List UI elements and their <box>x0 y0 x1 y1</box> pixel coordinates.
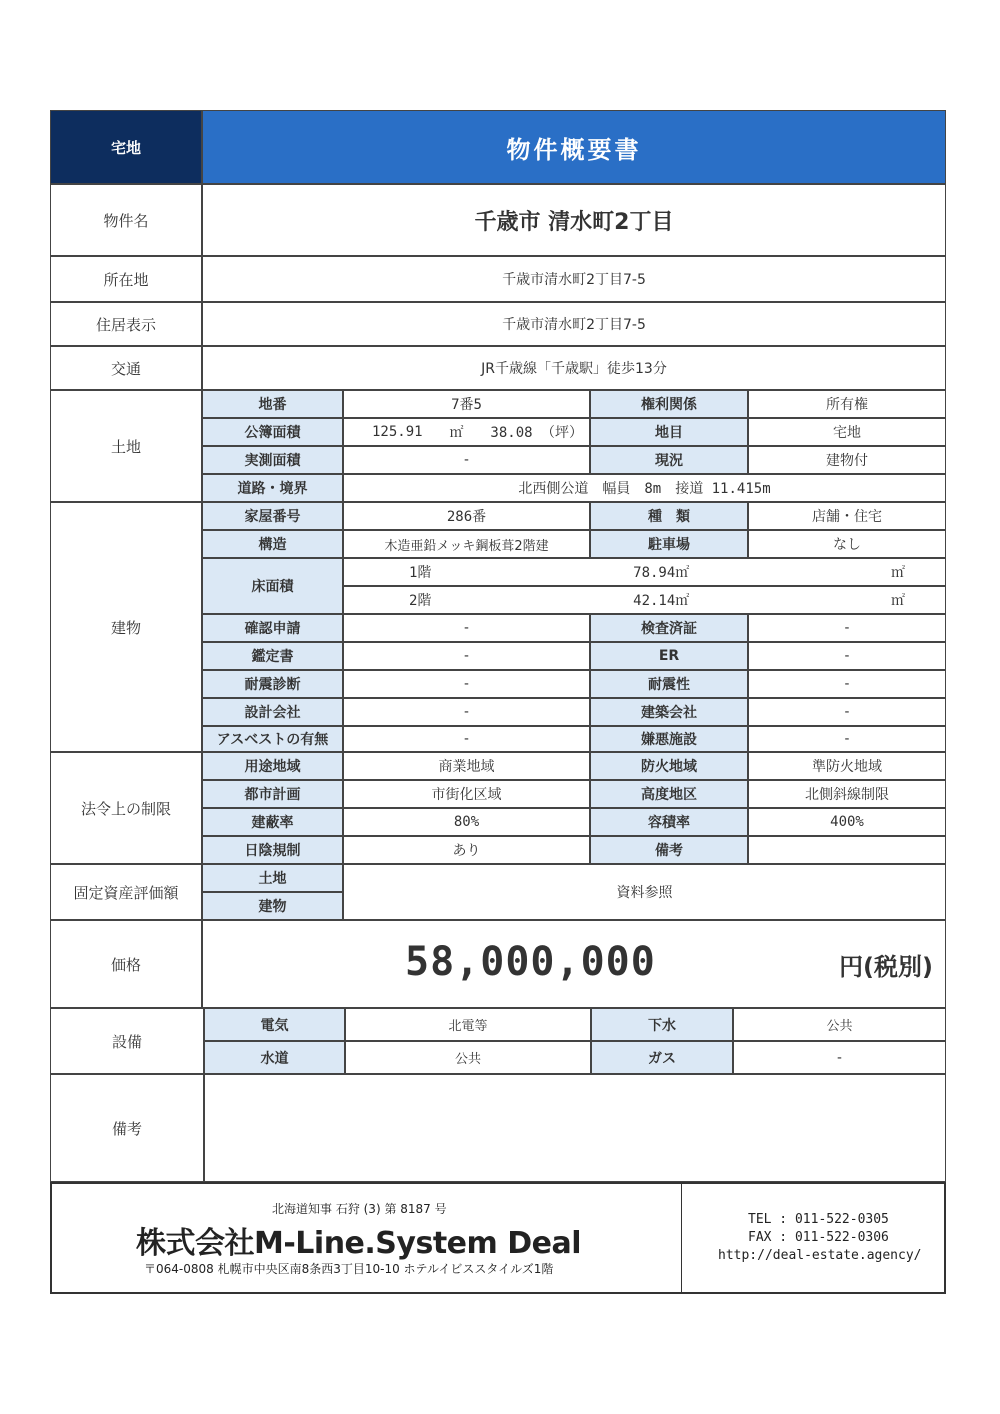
nuisance-value: - <box>748 726 946 752</box>
registered-area-unit: ㎡ <box>449 425 464 441</box>
building-type-value: 店舗・住宅 <box>748 502 946 530</box>
regulations-note-label: 備考 <box>590 836 748 864</box>
floor1-area: 78.94㎡ <box>633 565 690 581</box>
structure-value: 木造亜鉛メッキ鋼板葺2階建 <box>343 530 590 558</box>
height-district-label: 高度地区 <box>590 780 748 808</box>
builder-value: - <box>748 698 946 726</box>
coverage-label: 建蔽率 <box>202 808 343 836</box>
floor-area-label: 床面積 <box>202 558 343 614</box>
city-plan-value: 市街化区域 <box>343 780 590 808</box>
assessment-value: 資料参照 <box>343 864 946 920</box>
far-label: 容積率 <box>590 808 748 836</box>
price-label: 価格 <box>50 920 202 1008</box>
er-value: - <box>748 642 946 670</box>
building-section-label: 建物 <box>50 502 202 752</box>
fire-zone-value: 準防火地域 <box>748 752 946 780</box>
floor1-row <box>343 558 946 586</box>
road-value: 北西側公道 幅員 8m 接道 11.415m <box>343 474 946 502</box>
sewer-value: 公共 <box>733 1008 946 1041</box>
document-title: 物件概要書 <box>202 110 946 184</box>
house-no-value: 286番 <box>343 502 590 530</box>
category-label: 宅地 <box>50 110 202 184</box>
seismic-diag-label: 耐震診断 <box>202 670 343 698</box>
designer-value: - <box>343 698 590 726</box>
asbestos-value: - <box>343 726 590 752</box>
rights-label: 権利関係 <box>590 390 748 418</box>
company-tel: TEL : 011-522-0305 <box>748 1212 889 1227</box>
gas-value: - <box>733 1041 946 1074</box>
er-label: ER <box>590 642 748 670</box>
lot-value: 7番5 <box>343 390 590 418</box>
price-amount: 58,000,000 <box>405 939 656 985</box>
coverage-value: 80% <box>343 808 590 836</box>
regulations-note-value <box>748 836 946 864</box>
facilities-section-label: 設備 <box>50 1008 204 1074</box>
water-value: 公共 <box>345 1041 591 1074</box>
lot-label: 地番 <box>202 390 343 418</box>
city-plan-label: 都市計画 <box>202 780 343 808</box>
remarks-label: 備考 <box>50 1074 204 1182</box>
company-fax: FAX : 011-522-0306 <box>748 1230 889 1245</box>
confirm-label: 確認申請 <box>202 614 343 642</box>
address-label: 住居表示 <box>50 302 202 346</box>
registered-area-m2: 125.91 <box>372 424 423 440</box>
remarks-value <box>204 1074 946 1182</box>
regulations-section-label: 法令上の制限 <box>50 752 202 864</box>
sewer-label: 下水 <box>591 1008 733 1041</box>
location-label: 所在地 <box>50 256 202 302</box>
floor2-label: 2階 <box>409 593 432 609</box>
property-name-label: 物件名 <box>50 184 202 256</box>
property-name: 千歳市 清水町2丁目 <box>202 184 946 256</box>
status-label: 現況 <box>590 446 748 474</box>
parking-label: 駐車場 <box>590 530 748 558</box>
company-url[interactable]: http://deal-estate.agency/ <box>718 1248 922 1263</box>
gas-label: ガス <box>591 1041 733 1074</box>
price-unit: 円(税別) <box>839 953 933 981</box>
floor2-area: 42.14㎡ <box>633 593 690 609</box>
seismic-value: - <box>748 670 946 698</box>
status-value: 建物付 <box>748 446 946 474</box>
assessment-building-label: 建物 <box>202 892 343 920</box>
location-value: 千歳市清水町2丁目7-5 <box>202 256 946 302</box>
address-value: 千歳市清水町2丁目7-5 <box>202 302 946 346</box>
assessment-section-label: 固定資産評価額 <box>50 864 202 920</box>
inspection-value: - <box>748 614 946 642</box>
zoning-value: 商業地域 <box>343 752 590 780</box>
builder-label: 建築会社 <box>590 698 748 726</box>
land-category-label: 地目 <box>590 418 748 446</box>
land-section-label: 土地 <box>50 390 202 502</box>
measured-area-value: - <box>343 446 590 474</box>
water-label: 水道 <box>204 1041 345 1074</box>
inspection-label: 検査済証 <box>590 614 748 642</box>
contact-block <box>681 1182 946 1294</box>
appraisal-value: - <box>343 642 590 670</box>
floor2-unit: ㎡ <box>891 593 905 609</box>
electricity-value: 北電等 <box>345 1008 591 1041</box>
measured-area-label: 実測面積 <box>202 446 343 474</box>
road-label: 道路・境界 <box>202 474 343 502</box>
seismic-diag-value: - <box>343 670 590 698</box>
rights-value: 所有権 <box>748 390 946 418</box>
registered-area-value <box>343 418 590 446</box>
confirm-value: - <box>343 614 590 642</box>
electricity-label: 電気 <box>204 1008 345 1041</box>
company-block <box>50 1182 682 1294</box>
company-license: 北海道知事 石狩 (3) 第 8187 号 <box>272 1202 447 1216</box>
appraisal-label: 鑑定書 <box>202 642 343 670</box>
nuisance-label: 嫌悪施設 <box>590 726 748 752</box>
house-no-label: 家屋番号 <box>202 502 343 530</box>
parking-value: なし <box>748 530 946 558</box>
zoning-label: 用途地域 <box>202 752 343 780</box>
structure-label: 構造 <box>202 530 343 558</box>
far-value: 400% <box>748 808 946 836</box>
floor2-row <box>343 586 946 614</box>
price-cell <box>202 920 946 1008</box>
shade-label: 日陰規制 <box>202 836 343 864</box>
fire-zone-label: 防火地域 <box>590 752 748 780</box>
height-district-value: 北側斜線制限 <box>748 780 946 808</box>
seismic-label: 耐震性 <box>590 670 748 698</box>
asbestos-label: アスベストの有無 <box>202 726 343 752</box>
company-address: 〒064-0808 札幌市中央区南8条西3丁目10-10 ホテルイビススタイルズ1階 <box>144 1262 554 1276</box>
assessment-land-label: 土地 <box>202 864 343 892</box>
registered-area-tsubo: 38.08 （坪） <box>490 425 583 441</box>
land-category-value: 宅地 <box>748 418 946 446</box>
building-type-label: 種 類 <box>590 502 748 530</box>
transport-label: 交通 <box>50 346 202 390</box>
company-name: 株式会社M-Line.System Deal <box>136 1226 581 1261</box>
transport-value: JR千歳線「千歳駅」徒歩13分 <box>202 346 946 390</box>
registered-area-label: 公簿面積 <box>202 418 343 446</box>
floor1-label: 1階 <box>409 565 432 581</box>
floor1-unit: ㎡ <box>891 565 905 581</box>
shade-value: あり <box>343 836 590 864</box>
designer-label: 設計会社 <box>202 698 343 726</box>
